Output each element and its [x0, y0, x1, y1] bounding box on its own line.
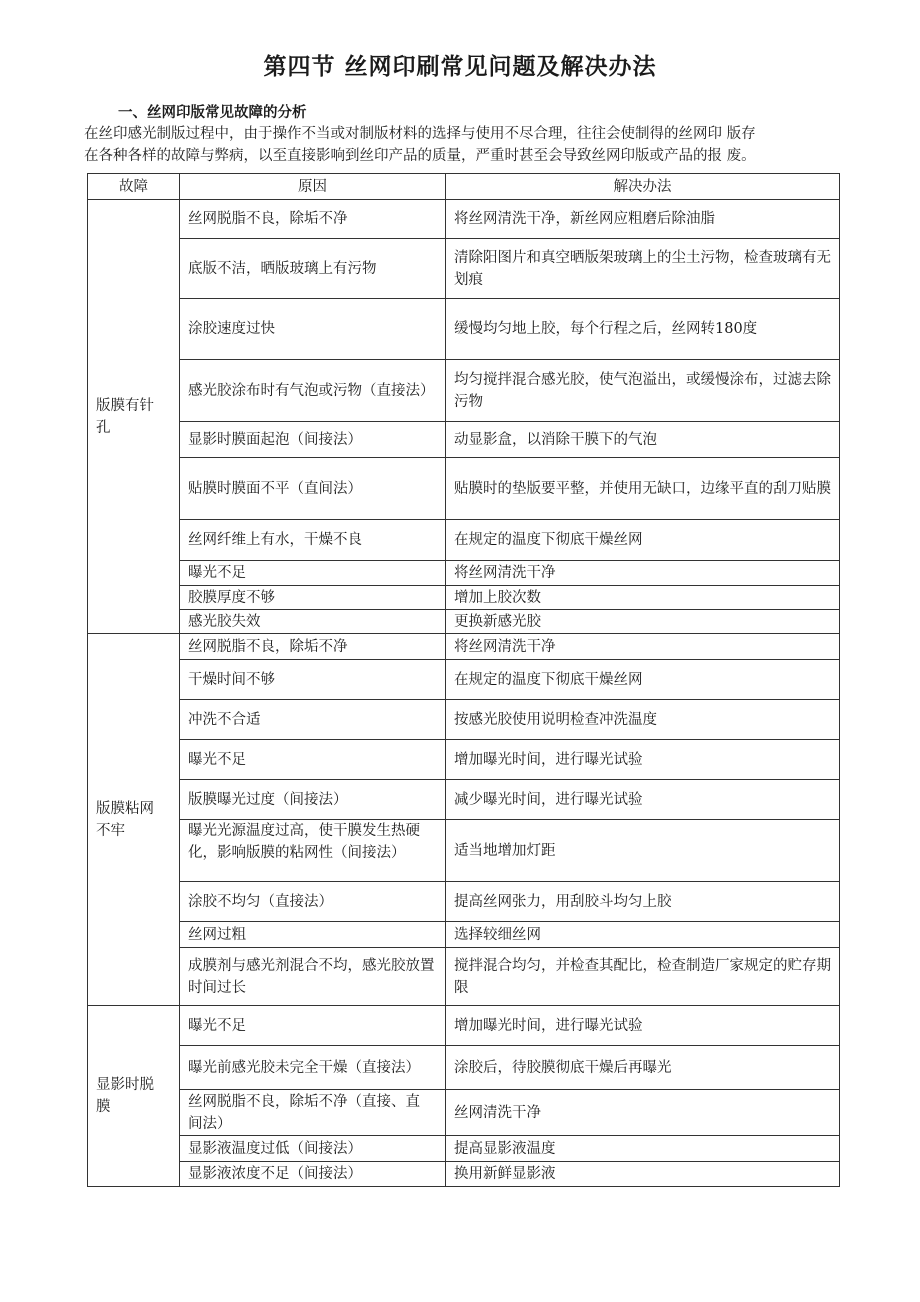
table-row [88, 239, 840, 299]
solution-cell: 缓慢均匀地上胶，每个行程之后，丝网转180度 [446, 299, 840, 360]
table-row [88, 586, 840, 610]
table-row [88, 820, 840, 882]
solution-cell: 将丝网清洗干净 [446, 634, 840, 660]
table-row [88, 1136, 840, 1162]
solution-cell: 涂胶后，待胶膜彻底干燥后再曝光 [446, 1046, 840, 1090]
solution-cell: 动显影盒，以消除干膜下的气泡 [446, 422, 840, 458]
cause-cell: 底版不洁，晒版玻璃上有污物 [180, 239, 446, 299]
cause-cell: 丝网脱脂不良，除垢不净 [180, 634, 446, 660]
table-row [88, 458, 840, 520]
cause-cell: 曝光光源温度过高，使干膜发生热硬化，影响版膜的粘网性（间接法） [180, 820, 446, 882]
solution-cell: 选择较细丝网 [446, 922, 840, 948]
cause-cell: 版膜曝光过度（间接法） [180, 780, 446, 820]
fault-table [87, 173, 840, 1187]
table-row [88, 299, 840, 360]
table-row [88, 520, 840, 561]
solution-cell: 按感光胶使用说明检查冲洗温度 [446, 700, 840, 740]
solution-cell: 提高丝网张力，用刮胶斗均匀上胶 [446, 882, 840, 922]
solution-cell: 换用新鲜显影液 [446, 1162, 840, 1187]
fault-label: 显影时脱膜 [96, 1077, 154, 1115]
fault-label: 版膜粘网不牢 [96, 800, 154, 839]
table-header-row [88, 174, 840, 200]
solution-cell: 适当地增加灯距 [446, 820, 840, 882]
solution-cell: 增加上胶次数 [446, 586, 840, 610]
cause-cell: 曝光不足 [180, 740, 446, 780]
solution-cell: 减少曝光时间，进行曝光试验 [446, 780, 840, 820]
table-row [88, 610, 840, 634]
solution-cell: 在规定的温度下彻底干燥丝网 [446, 660, 840, 700]
header-solution: 解决办法 [446, 174, 840, 200]
table-row [88, 1162, 840, 1187]
table-row [88, 422, 840, 458]
page-title: 第四节 丝网印刷常见问题及解决办法 [263, 54, 657, 80]
cause-cell: 干燥时间不够 [180, 660, 446, 700]
cause-cell: 丝网脱脂不良，除垢不净 [180, 200, 446, 239]
table-row [88, 1046, 840, 1090]
header-cause: 原因 [180, 174, 446, 200]
solution-cell: 增加曝光时间，进行曝光试验 [446, 1006, 840, 1046]
solution-cell: 清除阳图片和真空晒版架玻璃上的尘土污物，检查玻璃有无划痕 [446, 239, 840, 299]
table-row [88, 700, 840, 740]
intro-line: 在丝印感光制版过程中，由于操作不当或对制版材料的选择与使用不尽合理，往往会使制得的丝网印 版存 [84, 126, 756, 142]
cause-cell: 冲洗不合适 [180, 700, 446, 740]
cause-cell: 涂胶速度过快 [180, 299, 446, 360]
table-row [88, 948, 840, 1006]
cause-cell: 显影液温度过低（间接法） [180, 1136, 446, 1162]
table-row [88, 360, 840, 422]
cause-cell: 丝网脱脂不良，除垢不净（直接、直 间法） [180, 1090, 446, 1136]
solution-cell: 提高显影液温度 [446, 1136, 840, 1162]
table-row [88, 200, 840, 239]
cause-cell: 成膜剂与感光剂混合不均，感光胶放置时间过长 [180, 948, 446, 1006]
intro-line: 在各种各样的故障与弊病，以至直接影响到丝印产品的质量，严重时甚至会导致丝网印版或产品的报 废。 [84, 148, 756, 164]
cause-cell: 胶膜厚度不够 [180, 586, 446, 610]
cause-cell: 丝网过粗 [180, 922, 446, 948]
table-row [88, 922, 840, 948]
section-heading: 一、丝网印版常见故障的分析 [118, 105, 307, 121]
solution-cell: 将丝网清洗干净 [446, 561, 840, 586]
table-row [88, 660, 840, 700]
solution-cell: 搅拌混合均匀，并检查其配比，检查制造厂家规定的贮存期限 [446, 948, 840, 1006]
table-row [88, 1090, 840, 1136]
table-row [88, 780, 840, 820]
cause-cell: 曝光前感光胶未完全干燥（直接法） [180, 1046, 446, 1090]
cause-cell: 曝光不足 [180, 561, 446, 586]
fault-cell [88, 634, 180, 1006]
solution-cell: 更换新感光胶 [446, 610, 840, 634]
solution-cell: 丝网清洗干净 [446, 1090, 840, 1136]
cause-cell: 贴膜时膜面不平（直间法） [180, 458, 446, 520]
cause-cell: 曝光不足 [180, 1006, 446, 1046]
table-row [88, 740, 840, 780]
solution-cell: 将丝网清洗干净，新丝网应粗磨后除油脂 [446, 200, 840, 239]
table-row [88, 882, 840, 922]
table-row [88, 1006, 840, 1046]
cause-cell: 涂胶不均匀（直接法） [180, 882, 446, 922]
cause-cell: 感光胶失效 [180, 610, 446, 634]
cause-cell: 显影时膜面起泡（间接法） [180, 422, 446, 458]
table-row [88, 634, 840, 660]
solution-cell: 在规定的温度下彻底干燥丝网 [446, 520, 840, 561]
fault-cell [88, 1006, 180, 1187]
intro-paragraph [84, 123, 844, 167]
fault-label: 版膜有针孔 [96, 397, 154, 436]
solution-cell: 均匀搅拌混合感光胶，使气泡溢出，或缓慢涂布，过滤去除污物 [446, 360, 840, 422]
header-fault: 故障 [88, 174, 180, 200]
cause-cell: 感光胶涂布时有气泡或污物（直接法） [180, 360, 446, 422]
table-row [88, 561, 840, 586]
solution-cell: 增加曝光时间，进行曝光试验 [446, 740, 840, 780]
cause-cell: 显影液浓度不足（间接法） [180, 1162, 446, 1187]
fault-cell [88, 200, 180, 634]
solution-cell: 贴膜时的垫版要平整，并使用无缺口，边缘平直的刮刀贴膜 [446, 458, 840, 520]
cause-cell: 丝网纤维上有水，干燥不良 [180, 520, 446, 561]
